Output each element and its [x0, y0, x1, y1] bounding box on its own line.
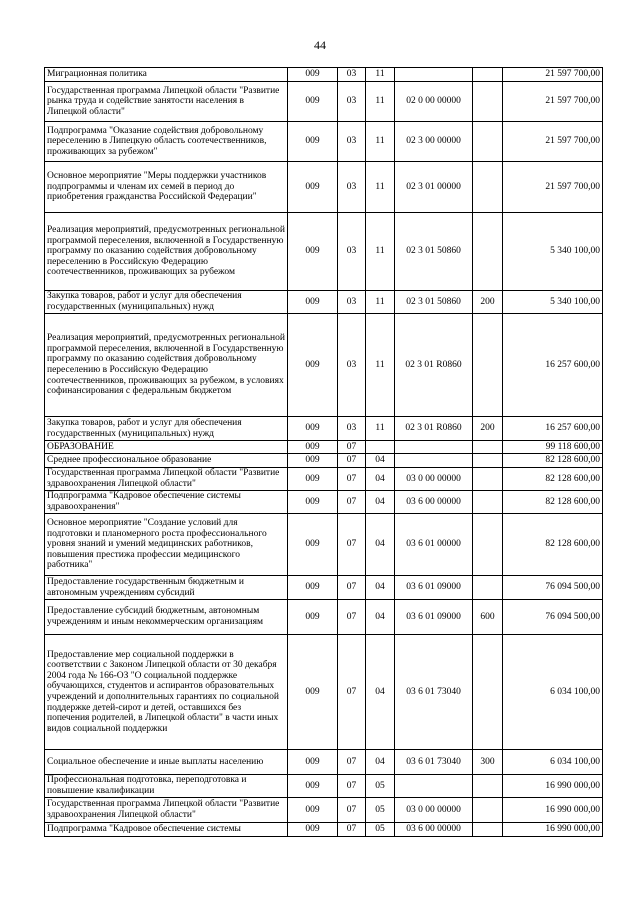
- subsection-code: [366, 441, 395, 454]
- subsection-code: 05: [366, 775, 395, 798]
- ved-code: 009: [288, 314, 338, 417]
- expense-type-code: [473, 576, 503, 600]
- row-name: Закупка товаров, работ и услуг для обеспечения государственных (муниципальных) нужд: [45, 291, 288, 314]
- section-code: 03: [338, 291, 366, 314]
- row-name: Государственная программа Липецкой области "Развитие рынка труда и содействие занятости населения в Липецкой области": [45, 82, 288, 122]
- amount: 16 257 600,00: [503, 314, 603, 417]
- row-name: Закупка товаров, работ и услуг для обеспечения государственных (муниципальных) нужд: [45, 417, 288, 441]
- table-row: [45, 750, 603, 775]
- row-name: Подпрограмма "Кадровое обеспечение системы: [45, 823, 288, 837]
- subsection-code: 11: [366, 162, 395, 213]
- subsection-code: 04: [366, 750, 395, 775]
- amount: 16 990 000,00: [503, 823, 603, 837]
- amount: 82 128 600,00: [503, 454, 603, 468]
- target-article-code: [395, 454, 473, 468]
- table-row: [45, 291, 603, 314]
- row-name: Предоставление мер социальной поддержки в соответствии с Законом Липецкой области от 30 декабря 2004 года № 166-ОЗ "О социальной поддержке обучающихся, студентов и аспирантов образовательных учреждений и дополнительных гарантиях по социальной поддержке детей-сирот и детей, оставшихся без попечения родителей, в Липецкой области" в части иных видов социальной поддержки: [45, 635, 288, 750]
- table-row: [45, 514, 603, 576]
- table-row: [45, 441, 603, 454]
- table-row: [45, 417, 603, 441]
- expense-type-code: [473, 122, 503, 162]
- target-article-code: [395, 441, 473, 454]
- target-article-code: 03 6 00 00000: [395, 491, 473, 514]
- table-row: [45, 823, 603, 837]
- expense-type-code: [473, 68, 503, 82]
- row-name: ОБРАЗОВАНИЕ: [45, 441, 288, 454]
- ved-code: 009: [288, 68, 338, 82]
- table-row: [45, 491, 603, 514]
- table-row: [45, 454, 603, 468]
- ved-code: 009: [288, 576, 338, 600]
- amount: 5 340 100,00: [503, 291, 603, 314]
- subsection-code: 11: [366, 417, 395, 441]
- subsection-code: 04: [366, 491, 395, 514]
- table-body: [45, 68, 603, 837]
- section-code: 07: [338, 441, 366, 454]
- target-article-code: 03 6 00 00000: [395, 823, 473, 837]
- table-row: [45, 162, 603, 213]
- row-name: Среднее профессиональное образование: [45, 454, 288, 468]
- target-article-code: 02 3 01 R0860: [395, 417, 473, 441]
- ved-code: 009: [288, 823, 338, 837]
- expense-type-code: [473, 213, 503, 291]
- section-code: 03: [338, 122, 366, 162]
- target-article-code: 02 3 01 50860: [395, 291, 473, 314]
- amount: 6 034 100,00: [503, 635, 603, 750]
- subsection-code: 04: [366, 635, 395, 750]
- amount: 6 034 100,00: [503, 750, 603, 775]
- section-code: 07: [338, 514, 366, 576]
- subsection-code: 05: [366, 798, 395, 823]
- amount: 21 597 700,00: [503, 162, 603, 213]
- subsection-code: 04: [366, 454, 395, 468]
- row-name: Социальное обеспечение и иные выплаты населению: [45, 750, 288, 775]
- row-name: Реализация мероприятий, предусмотренных региональной программой переселения, включенной в Государственную программу по оказанию содействия добровольному переселению в Российскую Федерацию соотечественников, проживающих за рубежом: [45, 213, 288, 291]
- subsection-code: 11: [366, 68, 395, 82]
- target-article-code: 03 0 00 00000: [395, 468, 473, 491]
- amount: 82 128 600,00: [503, 468, 603, 491]
- amount: 21 597 700,00: [503, 82, 603, 122]
- expense-type-code: [473, 635, 503, 750]
- expense-type-code: [473, 441, 503, 454]
- ved-code: 009: [288, 162, 338, 213]
- ved-code: 009: [288, 441, 338, 454]
- subsection-code: 04: [366, 514, 395, 576]
- expense-type-code: [473, 454, 503, 468]
- table-row: [45, 68, 603, 82]
- section-code: 07: [338, 600, 366, 635]
- ved-code: 009: [288, 417, 338, 441]
- table-row: [45, 213, 603, 291]
- table-row: [45, 635, 603, 750]
- row-name: Реализация мероприятий, предусмотренных региональной программой переселения, включенной в Государственную программу по оказанию содействия добровольному переселению в Российскую Федерацию соотечественников, проживающих за рубежом, в условиях софинансирования с федеральным бюджетом: [45, 314, 288, 417]
- target-article-code: 02 3 01 50860: [395, 213, 473, 291]
- table-row: [45, 576, 603, 600]
- target-article-code: 02 3 01 R0860: [395, 314, 473, 417]
- section-code: 07: [338, 576, 366, 600]
- table-row: [45, 798, 603, 823]
- expense-type-code: [473, 491, 503, 514]
- amount: 16 990 000,00: [503, 775, 603, 798]
- section-code: 07: [338, 750, 366, 775]
- table-row: [45, 82, 603, 122]
- target-article-code: 03 6 01 73040: [395, 635, 473, 750]
- section-code: 03: [338, 162, 366, 213]
- target-article-code: [395, 775, 473, 798]
- section-code: 07: [338, 635, 366, 750]
- ved-code: 009: [288, 798, 338, 823]
- target-article-code: 02 0 00 00000: [395, 82, 473, 122]
- subsection-code: 11: [366, 291, 395, 314]
- section-code: 07: [338, 454, 366, 468]
- row-name: Основное мероприятие "Создание условий для подготовки и планомерного роста профессионального уровня знаний и умений медицинских работников, повышения престижа профессии медицинского работника": [45, 514, 288, 576]
- target-article-code: 03 6 01 09000: [395, 600, 473, 635]
- amount: 21 597 700,00: [503, 122, 603, 162]
- subsection-code: 11: [366, 82, 395, 122]
- section-code: 03: [338, 417, 366, 441]
- row-name: Предоставление государственным бюджетным и автономным учреждениям субсидий: [45, 576, 288, 600]
- row-name: Основное мероприятие "Меры поддержки участников подпрограммы и членам их семей в период до приобретения гражданства Российской Федерации": [45, 162, 288, 213]
- amount: 82 128 600,00: [503, 514, 603, 576]
- section-code: 07: [338, 823, 366, 837]
- target-article-code: 02 3 01 00000: [395, 162, 473, 213]
- ved-code: 009: [288, 750, 338, 775]
- budget-table: [44, 67, 603, 837]
- ved-code: 009: [288, 122, 338, 162]
- amount: 16 990 000,00: [503, 798, 603, 823]
- row-name: Подпрограмма "Оказание содействия добровольному переселению в Липецкую область соотечественников, проживающих за рубежом": [45, 122, 288, 162]
- row-name: Государственная программа Липецкой области "Развитие здравоохранения Липецкой области": [45, 468, 288, 491]
- expense-type-code: [473, 775, 503, 798]
- subsection-code: 04: [366, 600, 395, 635]
- expense-type-code: [473, 798, 503, 823]
- expense-type-code: [473, 82, 503, 122]
- target-article-code: 03 0 00 00000: [395, 798, 473, 823]
- ved-code: 009: [288, 635, 338, 750]
- amount: 21 597 700,00: [503, 68, 603, 82]
- section-code: 07: [338, 798, 366, 823]
- ved-code: 009: [288, 775, 338, 798]
- section-code: 03: [338, 314, 366, 417]
- expense-type-code: 200: [473, 291, 503, 314]
- expense-type-code: [473, 162, 503, 213]
- subsection-code: 11: [366, 314, 395, 417]
- target-article-code: 02 3 00 00000: [395, 122, 473, 162]
- ved-code: 009: [288, 213, 338, 291]
- expense-type-code: 600: [473, 600, 503, 635]
- expense-type-code: [473, 314, 503, 417]
- row-name: Подпрограмма "Кадровое обеспечение системы здравоохранения": [45, 491, 288, 514]
- ved-code: 009: [288, 82, 338, 122]
- section-code: 03: [338, 82, 366, 122]
- section-code: 03: [338, 68, 366, 82]
- table-row: [45, 600, 603, 635]
- table-row: [45, 468, 603, 491]
- ved-code: 009: [288, 454, 338, 468]
- row-name: Миграционная политика: [45, 68, 288, 82]
- section-code: 03: [338, 213, 366, 291]
- ved-code: 009: [288, 600, 338, 635]
- table-row: [45, 122, 603, 162]
- ved-code: 009: [288, 514, 338, 576]
- ved-code: 009: [288, 491, 338, 514]
- amount: 76 094 500,00: [503, 600, 603, 635]
- subsection-code: 11: [366, 122, 395, 162]
- subsection-code: 04: [366, 468, 395, 491]
- amount: 16 257 600,00: [503, 417, 603, 441]
- amount: 82 128 600,00: [503, 491, 603, 514]
- subsection-code: 11: [366, 213, 395, 291]
- expense-type-code: 300: [473, 750, 503, 775]
- amount: 99 118 600,00: [503, 441, 603, 454]
- subsection-code: 04: [366, 576, 395, 600]
- target-article-code: [395, 68, 473, 82]
- expense-type-code: [473, 514, 503, 576]
- row-name: Профессиональная подготовка, переподготовка и повышение квалификации: [45, 775, 288, 798]
- expense-type-code: 200: [473, 417, 503, 441]
- section-code: 07: [338, 775, 366, 798]
- expense-type-code: [473, 468, 503, 491]
- subsection-code: 05: [366, 823, 395, 837]
- target-article-code: 03 6 01 00000: [395, 514, 473, 576]
- amount: 76 094 500,00: [503, 576, 603, 600]
- target-article-code: 03 6 01 73040: [395, 750, 473, 775]
- amount: 5 340 100,00: [503, 213, 603, 291]
- table-row: [45, 775, 603, 798]
- page-number: 44: [314, 38, 326, 52]
- section-code: 07: [338, 491, 366, 514]
- expense-type-code: [473, 823, 503, 837]
- ved-code: 009: [288, 468, 338, 491]
- row-name: Предоставление субсидий бюджетным, автономным учреждениям и иным некоммерческим организациям: [45, 600, 288, 635]
- target-article-code: 03 6 01 09000: [395, 576, 473, 600]
- table-row: [45, 314, 603, 417]
- row-name: Государственная программа Липецкой области "Развитие здравоохранения Липецкой области": [45, 798, 288, 823]
- section-code: 07: [338, 468, 366, 491]
- ved-code: 009: [288, 291, 338, 314]
